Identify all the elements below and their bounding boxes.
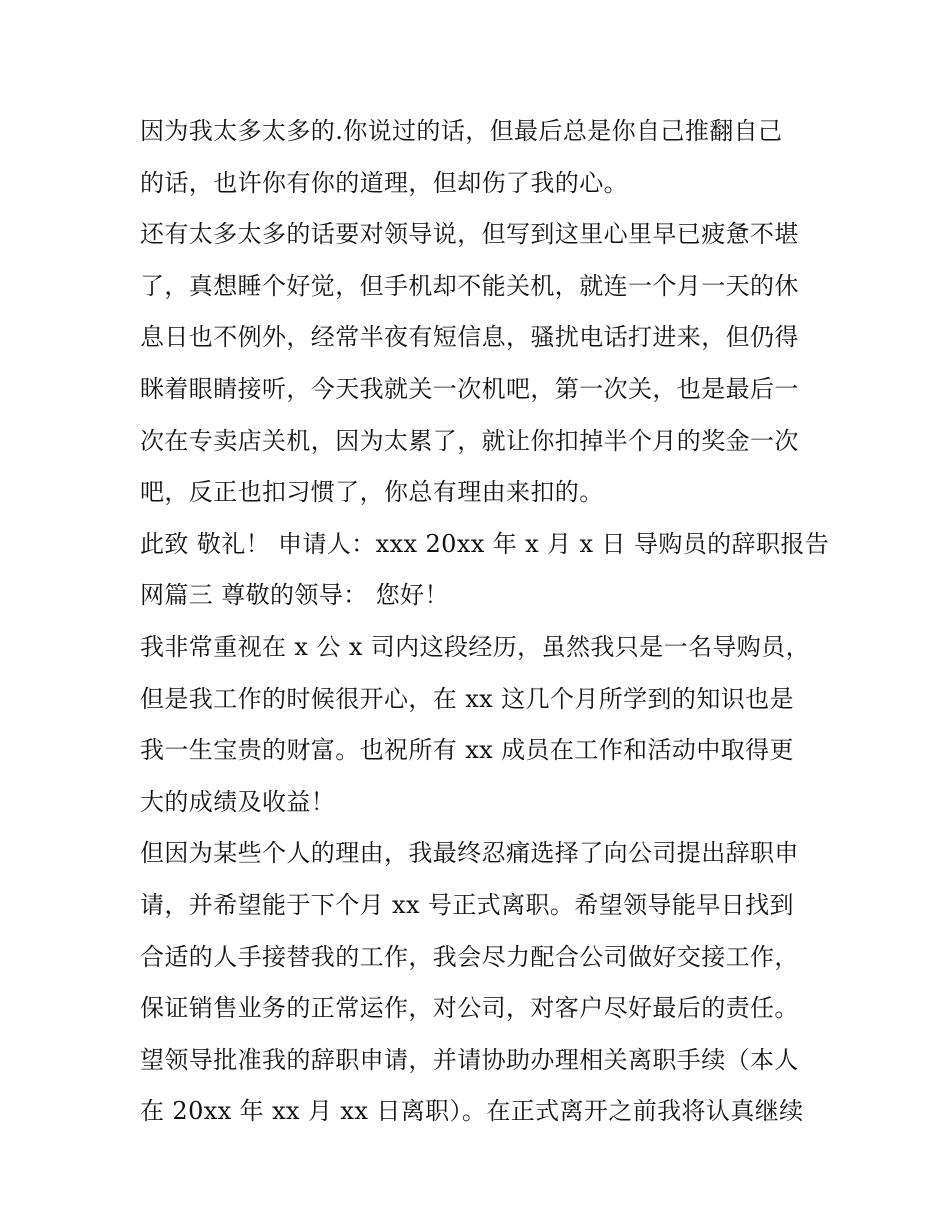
text-line: 因为我太多太多的.你说过的话，但最后总是你自己推翻自己 [140, 117, 783, 145]
text-line: 望领导批准我的辞职申请，并请协助办理相关离职手续（本人 [140, 1045, 799, 1074]
text-line: 在 20xx 年 xx 月 xx 日离职）。在正式离开之前我将认真继续 [140, 1097, 804, 1126]
text-line: 合适的人手接替我的工作，我会尽力配合公司做好交接工作， [140, 942, 799, 971]
text-line: 我一生宝贵的财富。也祝所有 xx 成员在工作和活动中取得更 [140, 736, 794, 765]
text-line: 了，真想睡个好觉，但手机却不能关机，就连一个月一天的休 [140, 271, 799, 300]
text-line: 请，并希望能于下个月 xx 号正式离职。希望领导能早日找到 [140, 890, 794, 919]
text-line: 但是我工作的时候很开心，在 xx 这几个月所学到的知识也是 [140, 684, 794, 713]
text-line: 还有太多太多的话要对领导说，但写到这里心里早已疲惫不堪 [140, 220, 799, 249]
body-text [140, 106, 830, 1138]
text-line: 网篇三 尊敬的领导： 您好！ [140, 581, 449, 610]
text-line: 大的成绩及收益！ [140, 787, 336, 816]
text-line: 此致 敬礼！ 申请人：xxx 20xx 年 x 月 x 日 导购员的辞职报告 [140, 529, 830, 558]
text-line: 我非常重视在 x 公 x 司内这段经历，虽然我只是一名导购员， [140, 632, 810, 661]
text-line: 次在专卖店关机，因为太累了，就让你扣掉半个月的奖金一次 [140, 426, 799, 455]
text-line: 的话，也许你有你的道理，但却伤了我的心。 [140, 168, 628, 197]
text-line: 眯着眼睛接听，今天我就关一次机吧，第一次关，也是最后一 [140, 374, 799, 403]
text-line: 吧，反正也扣习惯了，你总有理由来扣的。 [140, 478, 604, 507]
text-line: 保证销售业务的正常运作，对公司，对客户尽好最后的责任。 [140, 994, 799, 1023]
text-line: 息日也不例外，经常半夜有短信息，骚扰电话打进来，但仍得 [140, 323, 799, 352]
text-line: 但因为某些个人的理由，我最终忍痛选择了向公司提出辞职申 [140, 839, 799, 868]
